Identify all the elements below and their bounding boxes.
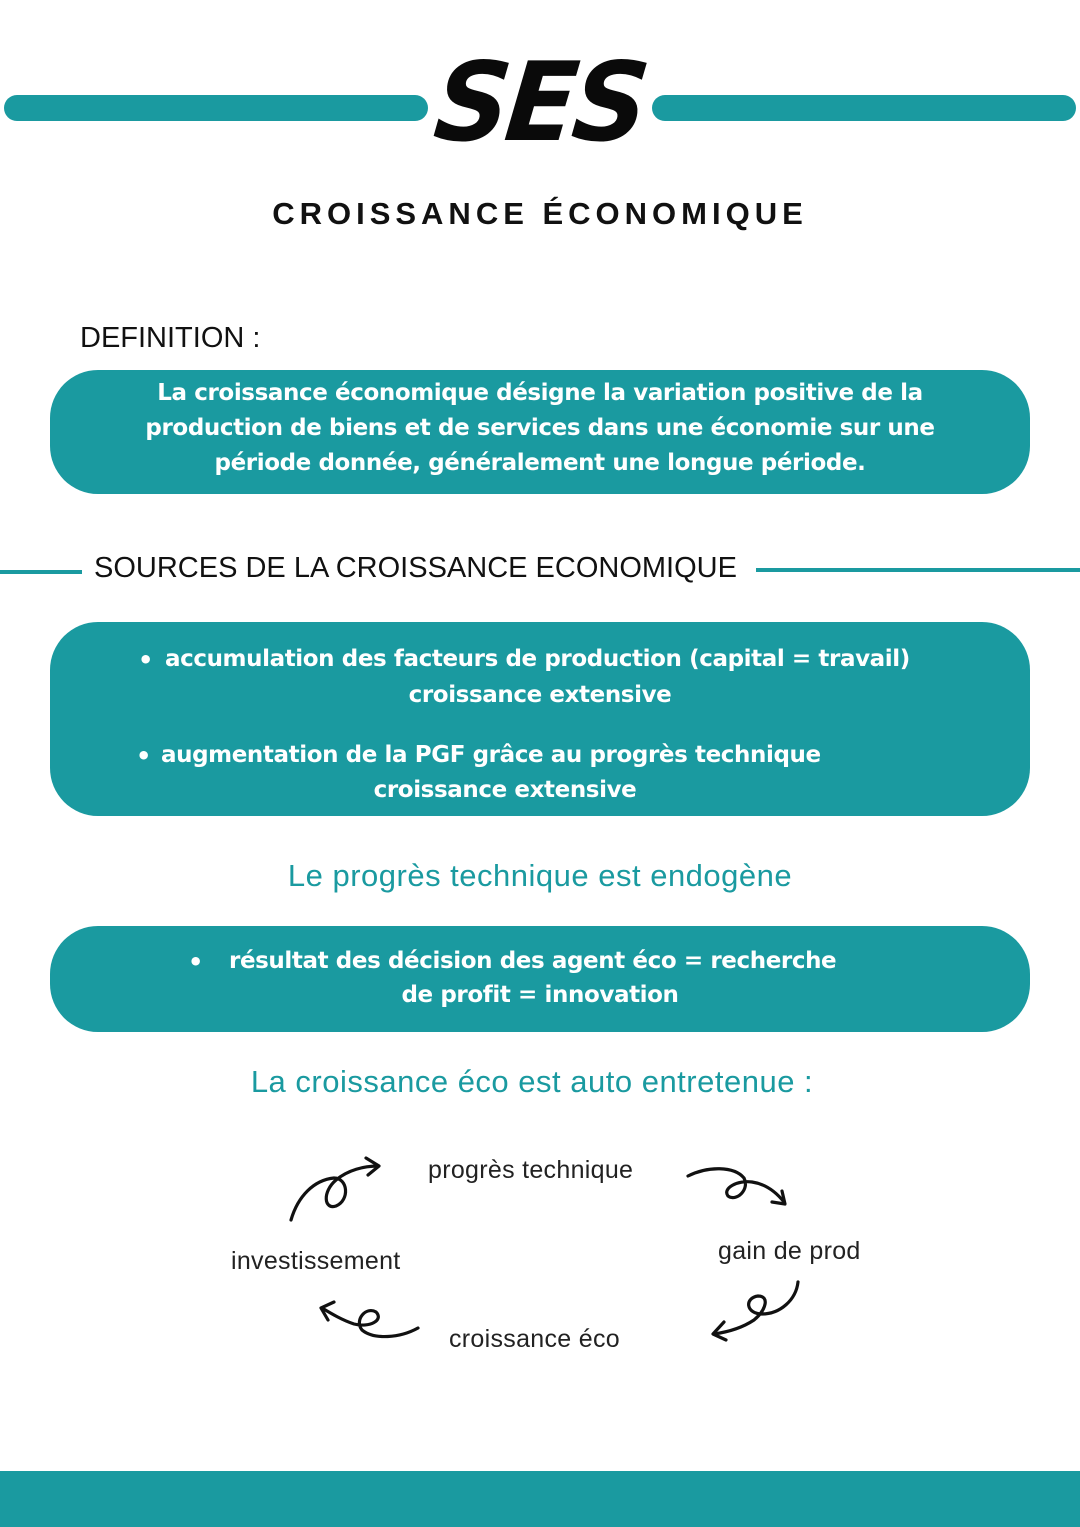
header-bar-right	[652, 95, 1076, 121]
bullet-icon: •	[136, 742, 152, 770]
bullet-icon: •	[188, 948, 204, 976]
curl-arrow-icon	[286, 1158, 386, 1228]
endogenous-line-1: résultat des décision des agent éco = recherche	[229, 948, 837, 974]
sources-item-2-line-1: augmentation de la PGF grâce au progrès technique	[161, 742, 821, 768]
section-divider-right	[756, 568, 1080, 572]
cycle-node-bottom: croissance éco	[449, 1325, 620, 1353]
definition-line-1: La croissance économique désigne la variation positive de la	[157, 380, 923, 406]
header-bar-left	[4, 95, 428, 121]
logo: SES	[428, 37, 652, 167]
curl-arrow-icon	[684, 1164, 794, 1224]
section-divider-left	[0, 570, 82, 574]
sources-item-2-line-2: croissance extensive	[373, 777, 637, 803]
sources-heading: SOURCES DE LA CROISSANCE ECONOMIQUE	[94, 552, 737, 584]
endogenous-card	[50, 926, 1030, 1032]
sources-item-1-line-2: croissance extensive	[408, 682, 672, 708]
sources-item-1-line-1: accumulation des facteurs de production (capital = travail)	[165, 646, 910, 672]
cycle-node-top: progrès technique	[428, 1156, 634, 1184]
page-subtitle: CROISSANCE ÉCONOMIQUE	[272, 196, 808, 231]
footer-bar	[0, 1471, 1080, 1527]
definition-line-3: période donnée, généralement une longue période.	[214, 450, 866, 476]
cycle-node-right: gain de prod	[718, 1237, 861, 1265]
cycle-node-left: investissement	[231, 1247, 401, 1275]
cycle-heading: La croissance éco est auto entretenue :	[250, 1064, 814, 1099]
sources-card	[50, 622, 1030, 816]
definition-line-2: production de biens et de services dans une économie sur une	[145, 415, 935, 441]
definition-card	[50, 370, 1030, 494]
curl-arrow-icon	[314, 1298, 424, 1348]
curl-arrow-icon	[706, 1278, 806, 1348]
endogenous-line-2: de profit = innovation	[401, 982, 679, 1008]
definition-label: DEFINITION :	[80, 322, 261, 354]
bullet-icon: •	[138, 646, 154, 674]
endogenous-heading: Le progrès technique est endogène	[287, 858, 793, 893]
